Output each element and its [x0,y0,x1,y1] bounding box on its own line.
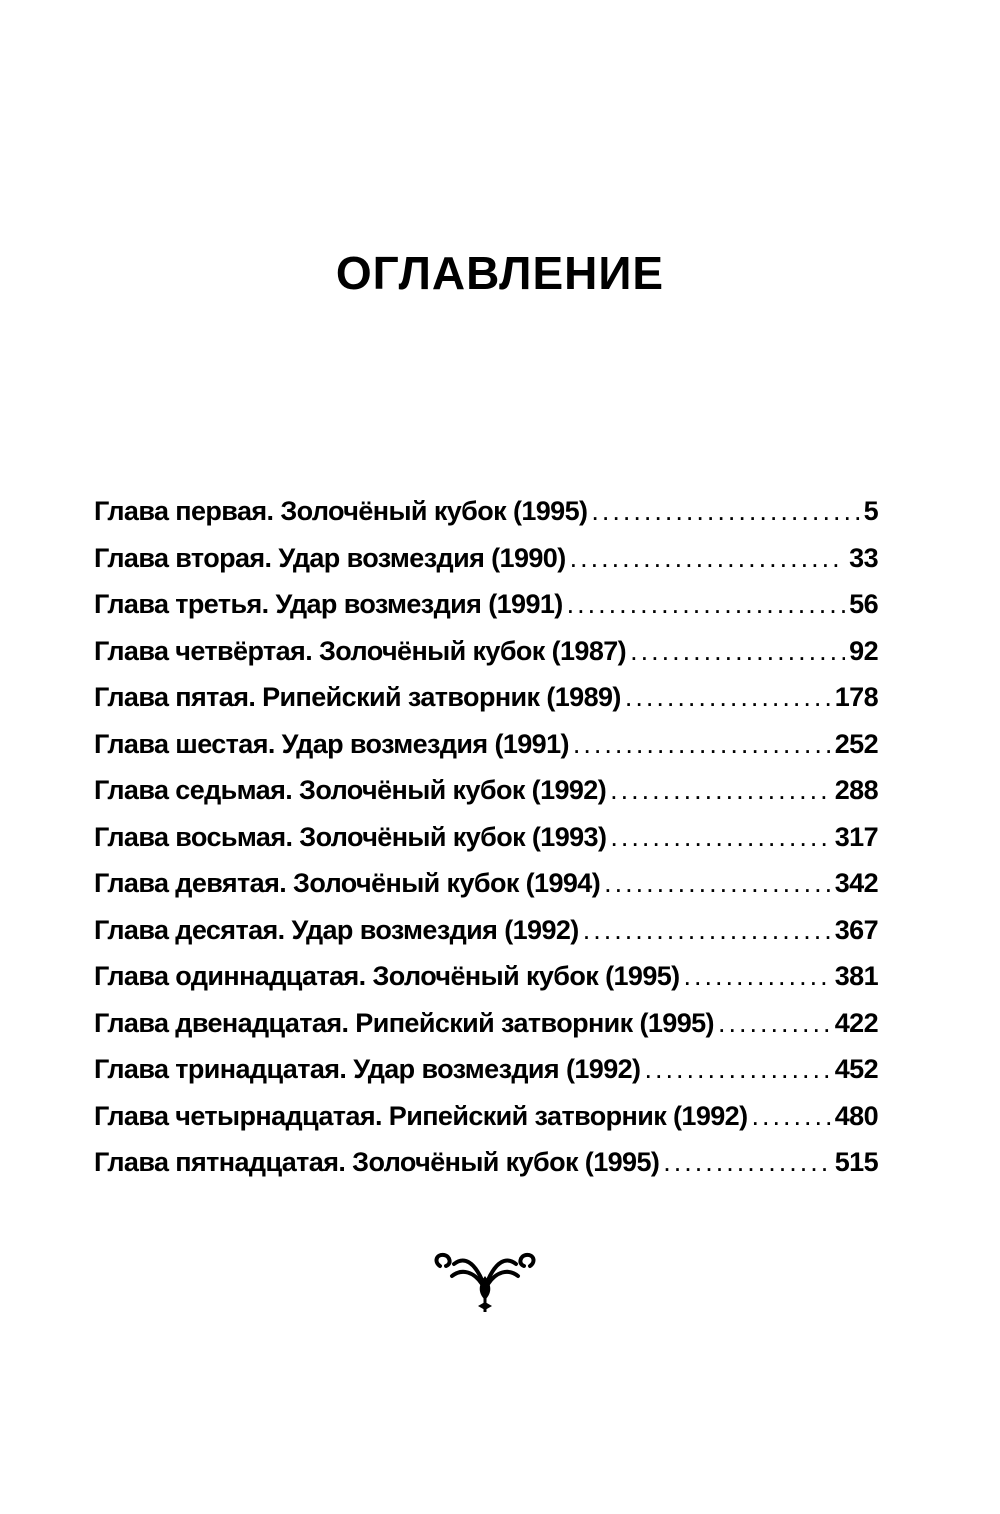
toc-leader-dots [684,961,831,992]
toc-entry[interactable] [94,589,878,636]
toc-entry-page: 92 [849,635,878,666]
toc-entry-page: 5 [863,496,878,526]
toc-entry-page: 252 [834,728,878,759]
toc-entry[interactable] [94,636,878,683]
toc-entry-title: Глава шестая. Удар возмездия (1991) [94,728,569,759]
toc-entry-page: 452 [834,1054,878,1084]
toc-leader-dots [718,1008,831,1039]
toc-entry-title: Глава вторая. Удар возмездия (1990) [94,542,566,573]
toc-entry[interactable] [94,729,878,776]
toc-entry-title: Глава первая. Золочёный кубок (1995) [94,496,588,526]
toc-entry[interactable] [94,915,878,962]
toc-entry[interactable] [94,1054,878,1101]
toc-leader-dots [610,775,831,806]
table-of-contents [94,496,878,1194]
toc-entry-page: 33 [849,542,878,573]
toc-entry[interactable] [94,1147,878,1194]
toc-leader-dots [644,1054,830,1085]
toc-entry-title: Глава двенадцатая. Рипейский затворник (1995) [94,1007,714,1038]
toc-entry-page: 367 [834,914,878,945]
toc-leader-dots [573,729,831,760]
fleuron-ornament-icon [430,1246,540,1316]
toc-entry[interactable] [94,1101,878,1148]
toc-entry-page: 422 [834,1007,878,1038]
toc-entry-title: Глава четвёртая. Золочёный кубок (1987) [94,635,627,666]
toc-entry-page: 288 [834,775,878,805]
toc-leader-dots [630,636,845,667]
toc-entry-title: Глава тринадцатая. Удар возмездия (1992) [94,1054,641,1084]
toc-entry-page: 515 [834,1147,878,1177]
toc-entry[interactable] [94,822,878,869]
toc-entry-page: 342 [834,868,878,898]
toc-entry-title: Глава девятая. Золочёный кубок (1994) [94,868,601,898]
toc-leader-dots [591,496,859,527]
toc-entry[interactable] [94,682,878,729]
page-title: ОГЛАВЛЕНИЕ [335,247,665,299]
toc-leader-dots [751,1101,830,1132]
toc-entry[interactable] [94,543,878,590]
toc-entry-title: Глава восьмая. Золочёный кубок (1993) [94,821,607,852]
toc-entry-title: Глава четырнадцатая. Рипейский затворник (1992) [94,1100,748,1131]
toc-leader-dots [604,868,831,899]
toc-entry-page: 381 [834,961,878,991]
toc-leader-dots [625,682,831,713]
toc-entry-title: Глава одиннадцатая. Золочёный кубок (1995) [94,961,680,991]
toc-entry[interactable] [94,775,878,822]
toc-entry[interactable] [94,868,878,915]
toc-leader-dots [663,1147,831,1178]
toc-entry-page: 56 [849,589,878,619]
toc-entry-title: Глава третья. Удар возмездия (1991) [94,589,563,619]
toc-entry-title: Глава десятая. Удар возмездия (1992) [94,914,579,945]
toc-leader-dots [583,915,831,946]
toc-leader-dots [610,822,830,853]
toc-entry-page: 317 [834,821,878,852]
toc-entry[interactable] [94,961,878,1008]
toc-entry-page: 480 [834,1100,878,1131]
toc-entry-title: Глава седьмая. Золочёный кубок (1992) [94,775,607,805]
toc-entry-title: Глава пятая. Рипейский затворник (1989) [94,682,621,712]
toc-entry-title: Глава пятнадцатая. Золочёный кубок (1995) [94,1147,660,1177]
toc-entry[interactable] [94,1008,878,1055]
toc-entry[interactable] [94,496,878,543]
toc-entry-page: 178 [834,682,878,712]
toc-leader-dots [567,589,845,620]
toc-leader-dots [570,543,846,574]
